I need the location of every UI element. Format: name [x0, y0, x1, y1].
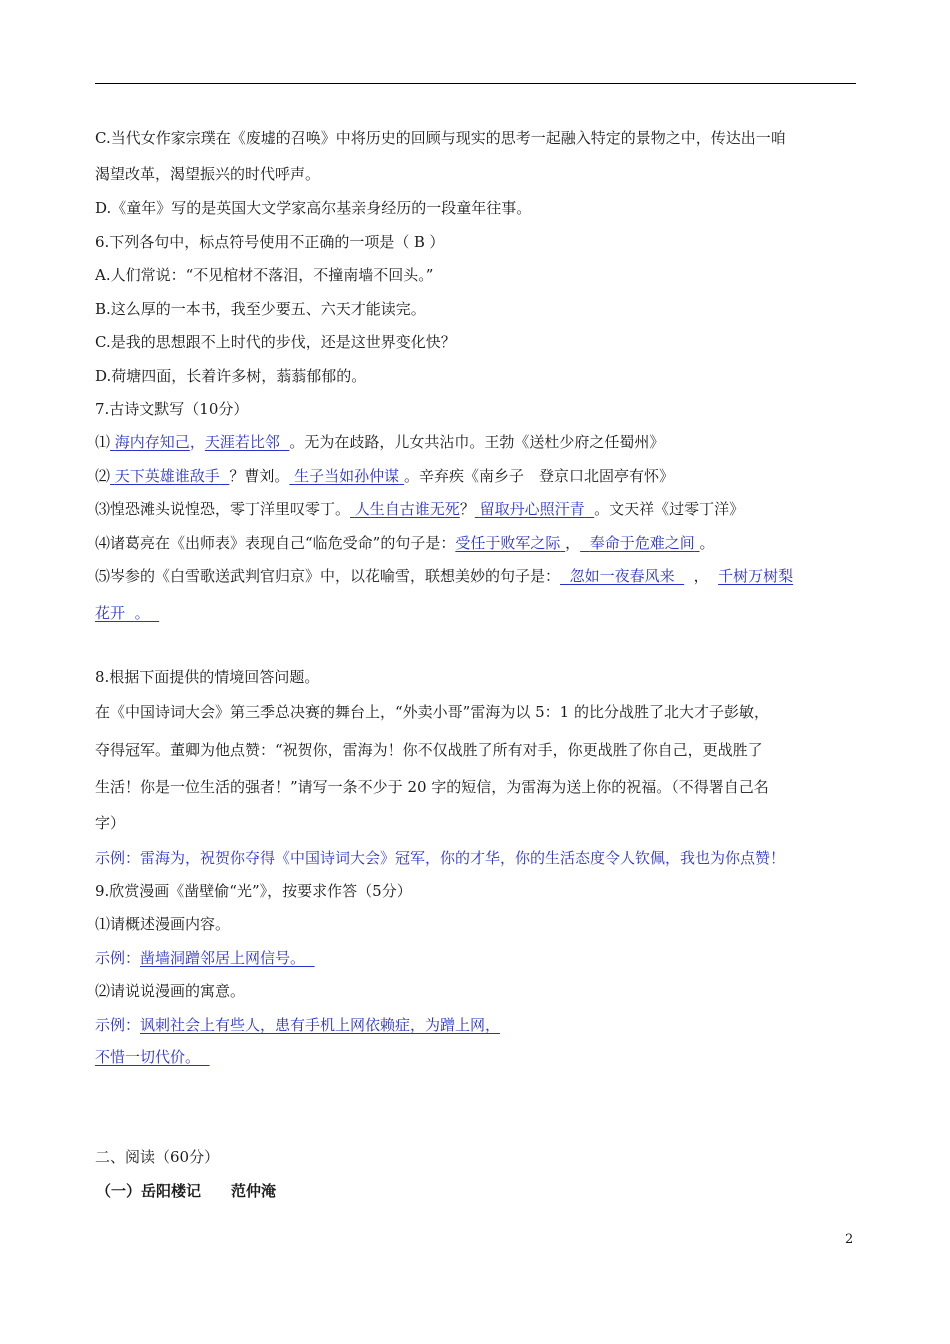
q6-option-b: B.这么厚的一本书，我至少要五、六天才能读完。 [95, 300, 426, 318]
q7-4-answer-1: 受任于败军之际 [455, 534, 561, 552]
q6-option-c: C.是我的思想跟不上时代的步伐，还是这世界变化快？ [95, 333, 456, 351]
q7-2-answer-1: 天下英雄谁敌手 [114, 467, 220, 485]
q7-3-mid: ？ [459, 500, 475, 518]
q9-answer-1: 凿墙洞蹭邻居上网信号。 [140, 949, 306, 967]
section-2-subtitle: （一）岳阳楼记 范仲淹 [96, 1182, 277, 1200]
q9-answer-2b: 不惜一切代价。 [95, 1048, 201, 1066]
q7-4-answer-2: 奉命于危难之间 [589, 534, 695, 552]
q7-item-2 [95, 466, 674, 486]
q9-example-2-cont [95, 1047, 210, 1067]
q7-3-pre: ⑶惶恐滩头说惶恐，零丁洋里叹零丁。 [95, 500, 351, 518]
q6-option-a: A.人们常说：“不见棺材不落泪，不撞南墙不回头。” [95, 266, 434, 284]
q7-2-rest: 。辛弃疾《南乡子 登京口北固亭有怀》 [403, 467, 674, 485]
q9-example-label-1: 示例： [95, 949, 141, 967]
q7-item-1 [95, 432, 664, 452]
q7-2-num: ⑵ [95, 467, 111, 485]
q7-1-answer-2: 天涯若比邻 [204, 433, 280, 451]
q7-1-answer-1: 海内存知己 [114, 433, 190, 451]
q7-5-answer-1: 忽如一夜春风来 [569, 567, 675, 585]
q7-1-num: ⑴ [95, 433, 111, 451]
q9-title: 9.欣赏漫画《凿壁偷“光”》，按要求作答（5分） [95, 882, 412, 900]
q7-3-answer-1: 人生自古谁无死 [354, 500, 460, 518]
q6-stem [95, 232, 444, 252]
q7-3-rest: 。文天祥《过零丁洋》 [594, 500, 745, 518]
q9-example-1 [95, 948, 315, 968]
q8-para-3: 生活！你是一位生活的强者！”请写一条不少于 20 字的短信，为雷海为送上你的祝福。（不得署自己名 [95, 778, 769, 796]
q7-item-4 [95, 533, 715, 553]
q7-5-answer-2b: 花开 。 [95, 604, 150, 622]
q7-4-rest: 。 [699, 534, 715, 552]
q9-example-label-2: 示例： [95, 1016, 141, 1034]
q7-5-pre: ⑸岑参的《白雪歌送武判官归京》中，以花喻雪，联想美妙的句子是： [95, 567, 561, 585]
q9-sub-2: ⑵请说说漫画的寓意。 [95, 982, 246, 1000]
section-2-title: 二、阅读（60分） [95, 1148, 220, 1166]
q5-option-c-line2: 渴望改革，渴望振兴的时代呼声。 [95, 165, 321, 183]
q9-example-2 [95, 1015, 500, 1035]
q8-para-4: 字） [95, 814, 126, 832]
q7-3-answer-2: 留取丹心照汗青 [479, 500, 585, 518]
page-number: 2 [845, 1232, 854, 1247]
q5-option-c-line1: C.当代女作家宗璞在《废墟的召唤》中将历史的回顾与现实的思考一起融入特定的景物之中，传达出一咱 [95, 129, 786, 147]
q8-para-1: 在《中国诗词大会》第三季总决赛的舞台上，“外卖小哥”雷海为以 5：1 的比分战胜了北大才子彭敏， [95, 703, 769, 721]
q6-stem-text: 6.下列各句中，标点符号使用不正确的一项是（ [95, 233, 410, 251]
q8-example: 示例：雷海为，祝贺你夺得《中国诗词大会》冠军，你的才华，你的生活态度令人钦佩，我也为你点赞！ [95, 849, 786, 867]
q8-title: 8.根据下面提供的情境回答问题。 [95, 668, 320, 686]
q9-answer-2a: 讽刺社会上有些人，患有手机上网依赖症，为蹭上网， [140, 1016, 501, 1034]
q7-2-mid: ？曹刘。 [229, 467, 290, 485]
q7-title: 7.古诗文默写（10分） [95, 400, 249, 418]
q7-5-sep: ， [693, 567, 709, 585]
q6-stem-end: ） [429, 233, 445, 251]
q8-para-2: 夺得冠军。董卿为他点赞：“祝贺你，雷海为！你不仅战胜了所有对手，你更战胜了你自己，更战胜了 [95, 741, 763, 759]
q7-1-sep: ， [189, 433, 205, 451]
q7-1-rest: 。无为在歧路，儿女共沾巾。王勃《送杜少府之任蜀州》 [289, 433, 665, 451]
q7-item-3 [95, 499, 744, 519]
q7-4-pre: ⑷诸葛亮在《出师表》表现自己“临危受命”的句子是： [95, 534, 456, 552]
q7-4-sep: ， [565, 534, 581, 552]
q6-option-d: D.荷塘四面，长着许多树，蓊蓊郁郁的。 [95, 367, 367, 385]
q6-answer: B [413, 233, 425, 251]
q7-item-5 [95, 566, 793, 586]
q5-option-d: D.《童年》写的是英国大文学家高尔基亲身经历的一段童年往事。 [95, 199, 532, 217]
q9-sub-1: ⑴请概述漫画内容。 [95, 915, 231, 933]
header-rule [95, 83, 856, 84]
q7-item-5-cont [95, 603, 159, 623]
q7-5-answer-2a: 千树万树梨 [718, 567, 794, 585]
q7-2-answer-2: 生子当如孙仲谋 [294, 467, 400, 485]
